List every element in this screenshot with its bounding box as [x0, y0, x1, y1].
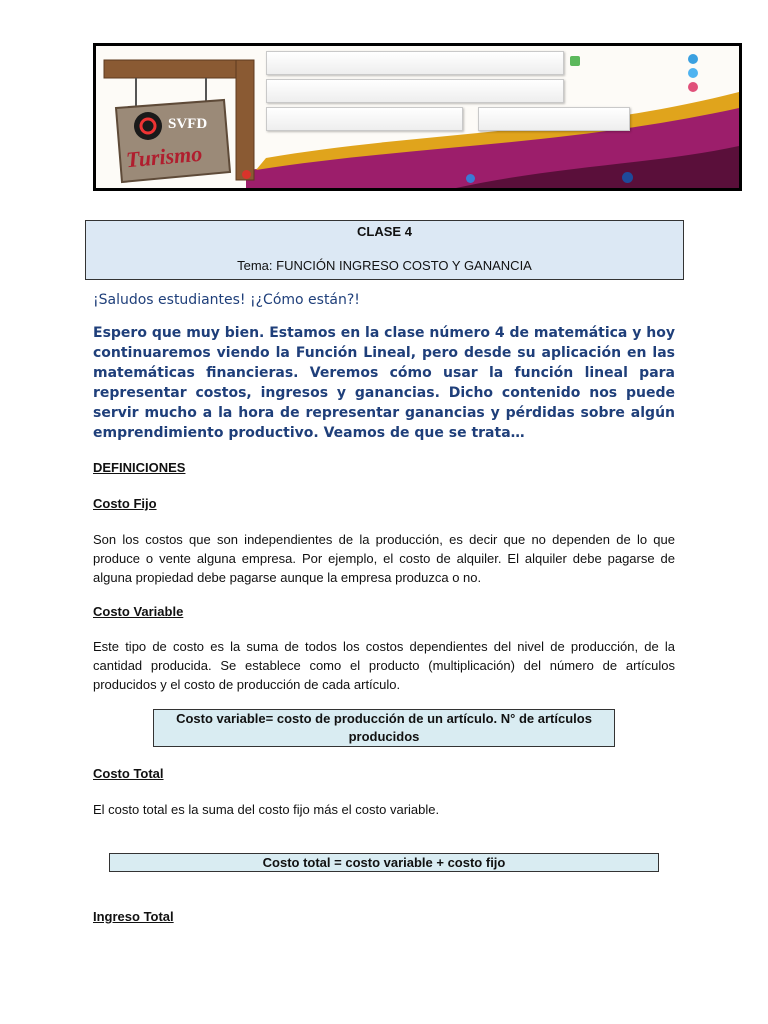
banner-field-1: [266, 51, 564, 75]
twitter-icon[interactable]: [688, 68, 698, 78]
brand-short: SVFD: [168, 116, 208, 132]
class-title: CLASE 4: [357, 224, 412, 239]
web-icon: [622, 172, 633, 183]
class-header-box: [85, 220, 684, 280]
logo-circle: [134, 112, 162, 140]
intro-paragraph: Espero que muy bien. Estamos en la clase número 4 de matemática y hoy continuaremos viendo la Función Lineal, pero desde su aplicación en las matemáticas financieras. Veremos cómo usar la función lineal para representar costos, ingresos y ganancias. Dicho contenido nos puede servir mucho a la hora de representar ganancias y pérdidas sobre algún emprendimiento productivo. Veamos de que se trata…: [93, 325, 675, 441]
costo-variable-heading: Costo Variable: [93, 604, 184, 619]
globe-icon: [466, 174, 475, 183]
header-banner: [93, 43, 742, 191]
costo-total-text: El costo total es la suma del costo fijo más el costo variable.: [93, 802, 440, 817]
costo-fijo-text: Son los costos que son independientes de la producción, es decir que no dependen de lo que produce o vente alguna empresa. Por ejemplo, el costo de alquiler. El alquiler debe pagarse de alguna propiedad debe pagarse aunque la empresa produzca o no.: [93, 532, 675, 585]
costo-variable-text: Este tipo de costo es la suma de todos los costos dependientes del nivel de producción, de la cantidad producida. Se establece como el producto (multiplicación) del número de artículos producidos y el costo de producción de cada artículo.: [93, 639, 675, 692]
wood-post: [236, 60, 254, 180]
class-topic: Tema: FUNCIÓN INGRESO COSTO Y GANANCIA: [237, 258, 532, 273]
banner-field-3: [266, 107, 463, 131]
definitions-heading: DEFINICIONES: [93, 460, 186, 475]
brand-name: Turismo: [125, 140, 204, 173]
costo-variable-formula: Costo variable= costo de producción de un artículo. N° de artículos producidos: [153, 709, 615, 747]
facebook-icon[interactable]: [688, 54, 698, 64]
whatsapp-icon[interactable]: [570, 56, 580, 66]
instagram-icon[interactable]: [688, 82, 698, 92]
location-pin-icon: [242, 170, 251, 179]
ingreso-total-heading: Ingreso Total: [93, 909, 174, 924]
greeting: ¡Saludos estudiantes! ¡¿Cómo están?!: [93, 292, 360, 308]
costo-fijo-heading: Costo Fijo: [93, 496, 157, 511]
costo-total-heading: Costo Total: [93, 766, 164, 781]
banner-field-2: [266, 79, 564, 103]
costo-total-formula: Costo total = costo variable + costo fijo: [109, 853, 659, 872]
wood-beam: [104, 60, 254, 78]
banner-field-4: [478, 107, 630, 131]
